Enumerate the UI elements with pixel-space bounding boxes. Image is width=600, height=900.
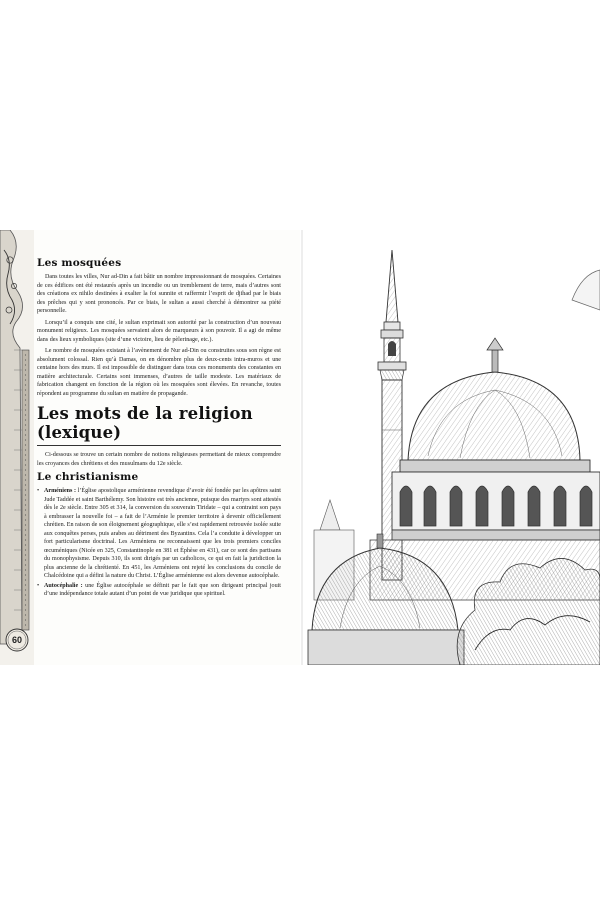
lexicon-item xyxy=(37,582,281,599)
mosques-paragraph-2: Lorsqu’il a conquis une cité, le sultan exprimait son autorité par la construction d’un nouveau monument religieux. Les mosquées servaient alors de marqueurs à son pouvoir. Il a agi de même dans des lieux symboliques (site d’une victoire, lieu de pèlerinage, etc.). xyxy=(37,319,281,343)
lexicon-list xyxy=(37,487,281,599)
mosques-paragraph-3: Le nombre de mosquées existant à l’avènement de Nur ad-Din ou construites sous son règne est absolument colossal. Rien qu’à Damas, on en dénombre plus de deux-cents intra-muros et une centaine hors des murs. Il est impossible de distinguer dans tous ces monuments des constantes en matière architecturale. Certains sont immenses, d’autres de taille modeste. Les matériaux de fabrication changent en fonction de la région où les mosquées sont élevées. En revanche, toutes répondent au programme du sultan en matière de propagande. xyxy=(37,348,281,397)
heading-christianity: Le christianisme xyxy=(37,471,139,483)
mosque-illustration xyxy=(300,230,600,665)
bullet-icon: • xyxy=(37,488,40,494)
right-page xyxy=(300,230,600,665)
lexicon-definition: une Église autocéphale se définit par le fait que son dirigeant principal jouit d’une indépendance totale autant d’un point de vue juridique que spirituel. xyxy=(44,582,282,597)
bullet-icon: • xyxy=(37,582,40,589)
text-column xyxy=(37,257,281,600)
lexicon-definition: l’Église apostolique arménienne revendique d’avoir été fondée par les apôtres saint Jude Taddée et saint Barthélemy. Son histoire est très ancienne, puisque des martyrs sont attestés dès le 2e siècle. Entre 305 et 314, la conversion du souverain Tiridate – qui a contraint son pays à embrasser la nouvelle foi – a fait de l’Arménie le premier territoire à devenir officiellement chrétien. En raison de son éloignement géographique, elle s’est rapidement retrouvée isolée suite aux conquêtes perses, puis arabes au détriment des Byzantins. Cela l’a conduite à développer un fort particularisme doctrinal. Les Arméniens ne reconnaissent que les trois premiers conciles œcuméniques (Nicée en 325, Constantinople en 381 et Éphèse en 431), car ce sont des partisans du monophysisme. Depuis 310, ils sont dirigés par un catholicos, ce qui en fait la juridiction la plus ancienne de la chrétienté. En 451, les Arméniens ont rejeté les conclusions du concile de Chalcédoine qui a défini la nature du Christ. L’Église arménienne est alors devenue autocéphale. xyxy=(44,488,281,579)
mosques-paragraph-1: Dans toutes les villes, Nur ad-Din a fait bâtir un nombre impressionnant de mosquées. Certaines de ces édifices ont été restaurés après un incendie ou un tremblement de terre, mais d’autres sont des créations ex nihilo destinées à exalter la foi sunnite et raffermir l’esprit de djihad par le biais des prêches qui y sont prononcés. Par ce biais, le sultan a aussi cherché à démontrer sa piété personnelle. xyxy=(37,274,281,314)
heading-mosques: Les mosquées xyxy=(37,257,122,269)
lexicon-term: Arméniens : xyxy=(44,488,77,494)
ornamental-border xyxy=(0,230,34,665)
lexicon-item xyxy=(37,487,281,581)
heading-rule xyxy=(37,445,281,446)
page-number: 60 xyxy=(11,635,22,645)
heading-religion-lexicon: Les mots de la religion (lexique) xyxy=(37,404,253,442)
lexicon-term: Autocéphalie : xyxy=(44,582,83,589)
religion-intro: Ci-dessous se trouve un certain nombre de notions religieuses permettant de mieux comprendre les croyances des chrétiens et des musulmans du 12e siècle. xyxy=(37,452,281,467)
left-page xyxy=(0,230,300,665)
book-spread xyxy=(0,230,600,665)
